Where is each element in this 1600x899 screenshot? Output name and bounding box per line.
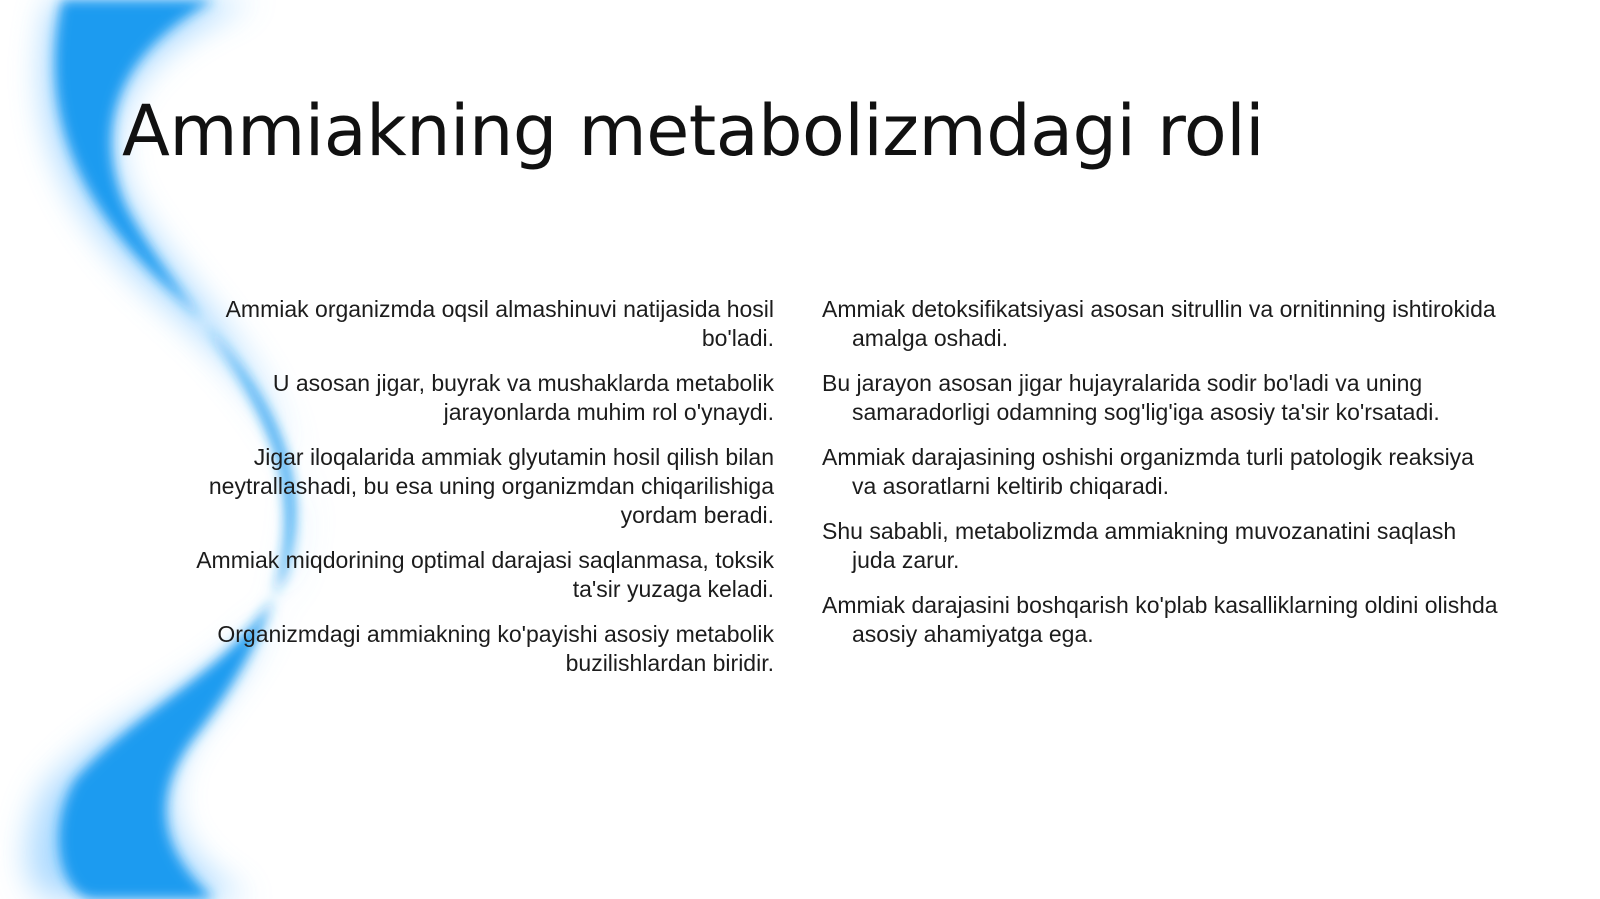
left-point-2: U asosan jigar, buyrak va mushaklarda metabolik jarayonlarda muhim rol o'ynaydi.	[272, 370, 774, 425]
right-point-1: Ammiak detoksifikatsiyasi asosan sitrullin va ornitinning ishtirokida amalga oshadi.	[822, 296, 1496, 351]
left-point-1: Ammiak organizmda oqsil almashinuvi natijasida hosil bo'ladi.	[225, 296, 774, 351]
right-point-3: Ammiak darajasining oshishi organizmda turli patologik reaksiya va asoratlarni keltirib chiqaradi.	[822, 444, 1474, 499]
left-point-4: Ammiak miqdorining optimal darajasi saqlanmasa, toksik ta'sir yuzaga keladi.	[196, 547, 774, 602]
right-point-5: Ammiak darajasini boshqarish ko'plab kasalliklarning oldini olishda asosiy ahamiyatga ega.	[822, 592, 1498, 647]
right-bullet-list	[822, 295, 1502, 665]
right-point-4: Shu sababli, metabolizmda ammiakning muvozanatini saqlash juda zarur.	[822, 518, 1457, 573]
left-point-3: Jigar iloqalarida ammiak glyutamin hosil qilish bilan neytrallashadi, bu esa uning organizmdan chiqarilishiga yordam beradi.	[208, 444, 774, 528]
right-point-2: Bu jarayon asosan jigar hujayralarida sodir bo'ladi va uning samaradorligi odamning sog'lig'iga asosiy ta'sir ko'rsatadi.	[822, 370, 1440, 425]
left-point-5: Organizmdagi ammiakning ko'payishi asosiy metabolik buzilishlardan biridir.	[217, 621, 774, 676]
slide-title: Ammiakning metabolizmdagi roli	[122, 90, 1265, 172]
left-bullet-list	[150, 295, 774, 694]
